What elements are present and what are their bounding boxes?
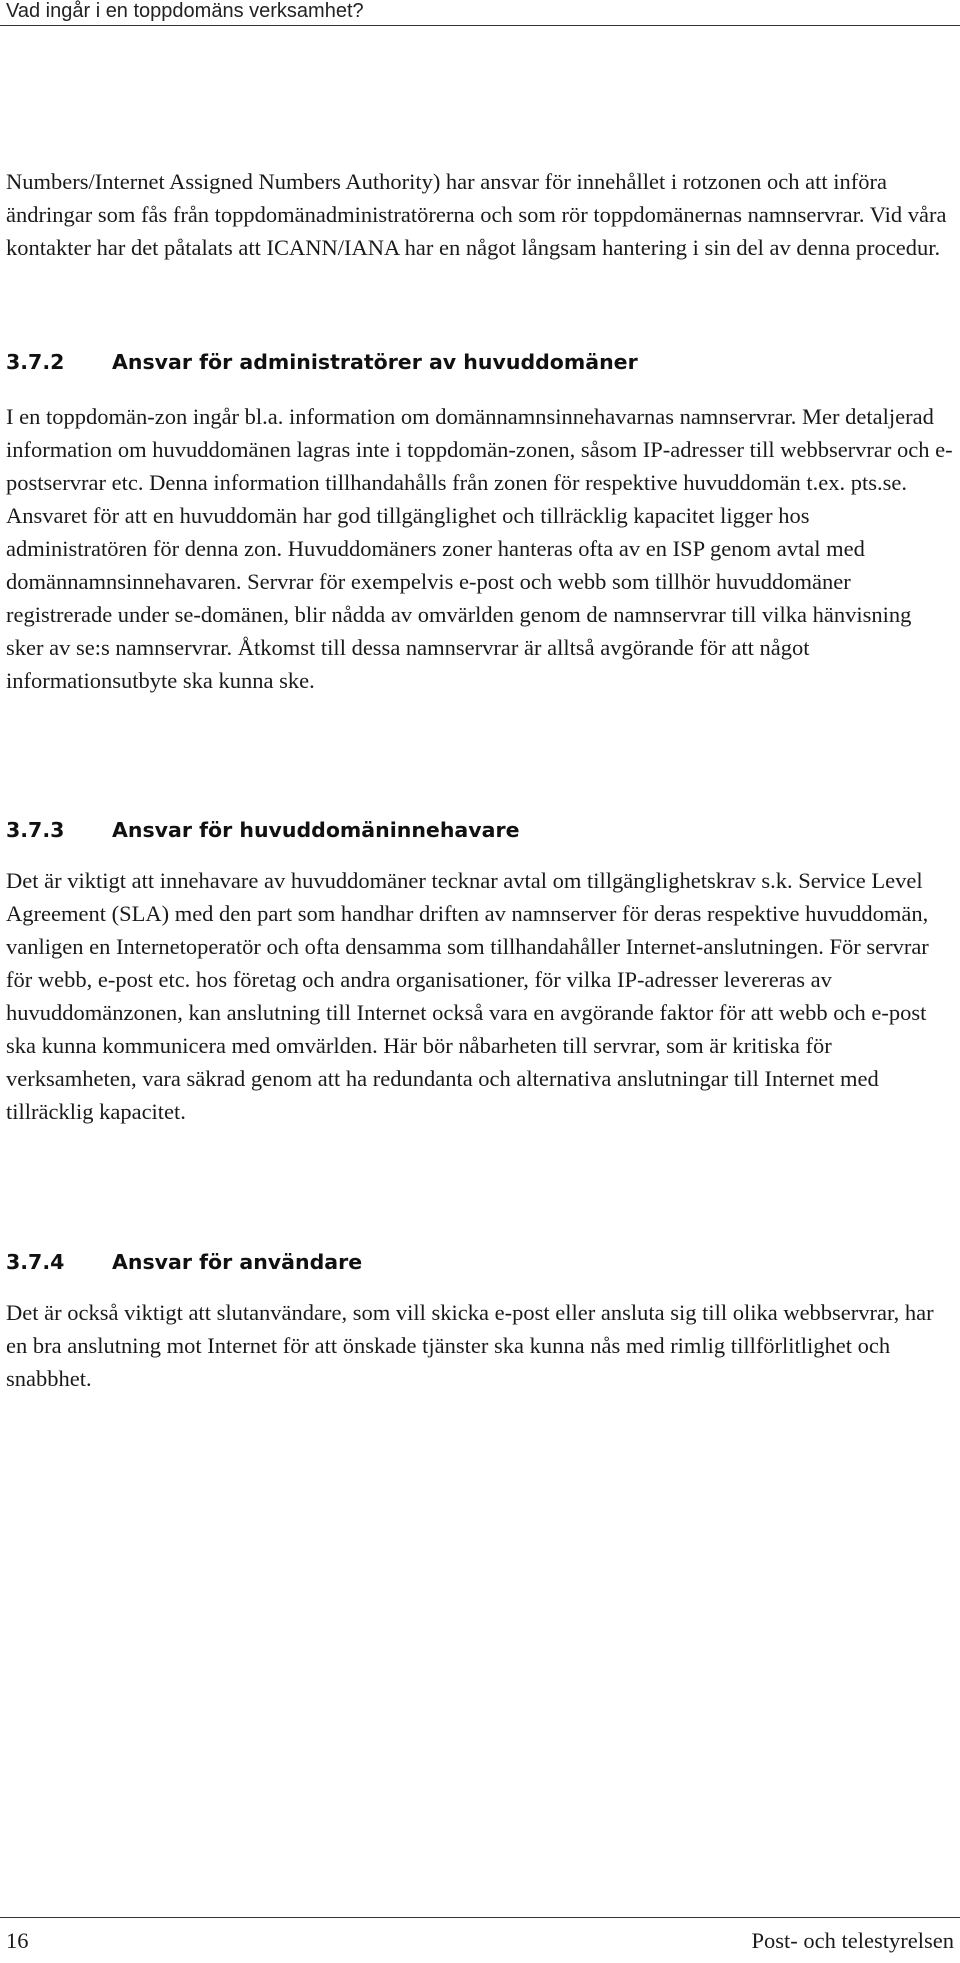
page-number: 16 [6, 1928, 29, 1953]
section-number: 3.7.3 [6, 818, 65, 842]
section-heading-3-7-2 [6, 348, 638, 376]
footer-organization: Post- och telestyrelsen [751, 1928, 954, 1953]
footer-rule [0, 1917, 960, 1918]
section-title: Ansvar för huvuddomäninnehavare [112, 818, 520, 842]
section-title: Ansvar för användare [112, 1250, 363, 1274]
section-body-3-7-2: I en toppdomän-zon ingår bl.a. information om domännamnsinnehavarnas namnservrar. Mer detaljerad information om huvuddomänen lagras inte i toppdomän-zonen, såsom IP-adresser till webbservrar och e-postservrar etc. Denna information tillhandahålls från zonen för respektive huvuddomän t.ex. pts.se. Ansvaret för att en huvuddomän har god tillgänglighet och tillräcklig kapacitet ligger hos administratören för denna zon. Huvuddomäners zoner hanteras ofta av en ISP genom avtal med domännamnsinnehavaren. Servrar för exempelvis e-post och webb som tillhör huvuddomäner registrerade under se-domänen, blir nådda av omvärlden genom de namnservrar till vilka hänvisning sker av se:s namnservrar. Åtkomst till dessa namnservrar är alltså avgörande för att något informationsutbyte ska kunna ske. [6, 404, 953, 693]
section-body-3-7-3: Det är viktigt att innehavare av huvuddomäner tecknar avtal om tillgänglighetskrav s.k. Service Level Agreement (SLA) med den part som handhar driften av namnserver för deras respektive huvuddomän, vanligen en Internetoperatör och ofta densamma som tillhandahåller Internet-anslutningen. För servrar för webb, e-post etc. hos företag och andra organisationer, för vilka IP-adresser levereras av huvuddomänzonen, kan anslutning till Internet också vara en avgörande faktor för att webb och e-post ska kunna kommunicera med omvärlden. Här bör nåbarheten till servrar, som är kritiska för verksamheten, vara säkrad genom att ha redundanta och alternativa anslutningar till Internet med tillräcklig kapacitet. [6, 868, 929, 1124]
section-heading-3-7-3 [6, 816, 519, 844]
running-header: Vad ingår i en toppdomäns verksamhet? [6, 0, 364, 22]
section-heading-3-7-4 [6, 1248, 362, 1276]
section-title: Ansvar för administratörer av huvuddomäner [112, 350, 638, 374]
section-number: 3.7.4 [6, 1250, 65, 1274]
section-number: 3.7.2 [6, 350, 65, 374]
section-body-3-7-4: Det är också viktigt att slutanvändare, som vill skicka e-post eller ansluta sig till olika webbservrar, har en bra anslutning mot Internet för att önskade tjänster ska kunna nås med rimlig tillförlitlighet och snabbhet. [6, 1300, 934, 1391]
intro-paragraph: Numbers/Internet Assigned Numbers Authority) har ansvar för innehållet i rotzonen och att införa ändringar som fås från toppdomänadministratörerna och som rör toppdomänernas namnservrar. Vid våra kontakter har det påtalats att ICANN/IANA har en något långsam hantering i sin del av denna procedur. [6, 169, 947, 260]
header-rule [0, 25, 960, 26]
